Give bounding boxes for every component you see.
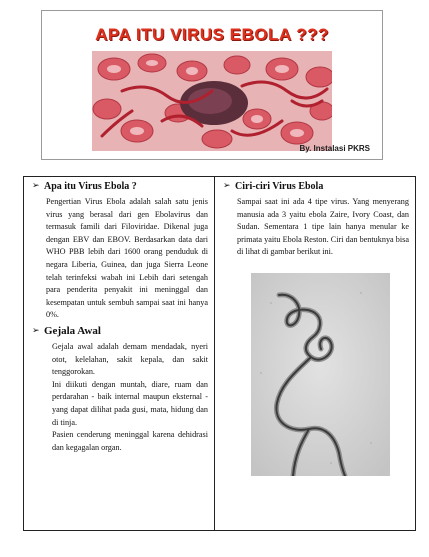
paragraph-gejala-3: Pasien cenderung meninggal karena dehidrasi dan kegagalan organ. xyxy=(52,430,208,452)
paragraph-pengertian: Pengertian Virus Ebola adalah salah satu jenis virus yang berasal dari gen Ebolavirus dan termasuk famili dari Filoviridae. Dikenal juga dengan EBV dan EBOV. Berdasarkan data dari WHO PBB lebih dari 1600 orang penduduk di negara Liberia, Guinea, dan juga Sierra Leone telah terinfeksi wabah ini Lebih dari setengah para penderita penyakit ini meninggal dan kesempatan untuk sembuh sampai saat ini hanya 0%. xyxy=(46,197,208,320)
left-column xyxy=(24,177,215,530)
section-heading-gejala xyxy=(32,325,208,338)
section-heading-ciri-ciri xyxy=(223,180,409,193)
content-table xyxy=(23,176,416,531)
banner xyxy=(41,10,383,160)
banner-title: APA ITU VIRUS EBOLA ??? xyxy=(95,25,329,44)
heading-text: Ciri-ciri Virus Ebola xyxy=(235,181,324,192)
ebola-virus-micrograph-image xyxy=(251,273,390,476)
arrow-right-icon: ➢ xyxy=(223,181,231,191)
paragraph-gejala-2: Ini diikuti dengan muntah, diare, ruam dan perdarahan - baik internal maupun eksternal - yang dapat dilihat pada gusi, mata, hidung dan di tinja. xyxy=(52,379,208,427)
arrow-right-icon: ➢ xyxy=(32,181,40,191)
right-column xyxy=(215,177,415,530)
section-heading-apa-itu xyxy=(32,180,208,193)
banner-credit: By. Instalasi PKRS xyxy=(299,144,370,153)
paragraph-ciri-ciri: Sampai saat ini ada 4 tipe virus. Yang menyerang manusia ada 3 yaitu ebola Zaire, Ivory Coast, dan Sudan. Sementara 1 tipe lain hanya menular ke primata yaitu Ebola Reston. Ciri dan bentuknya bisa di lihat di gambar berikut ini. xyxy=(237,197,409,257)
heading-text: Gejala Awal xyxy=(44,324,101,337)
arrow-right-icon: ➢ xyxy=(32,325,40,336)
ebola-blood-cells-image xyxy=(92,51,332,151)
heading-text: Apa itu Virus Ebola ? xyxy=(44,181,137,192)
paragraph-gejala-1: Gejala awal adalah demam mendadak, nyeri otot, kelelahan, sakit kepala, dan sakit tenggorokan. xyxy=(52,341,208,377)
